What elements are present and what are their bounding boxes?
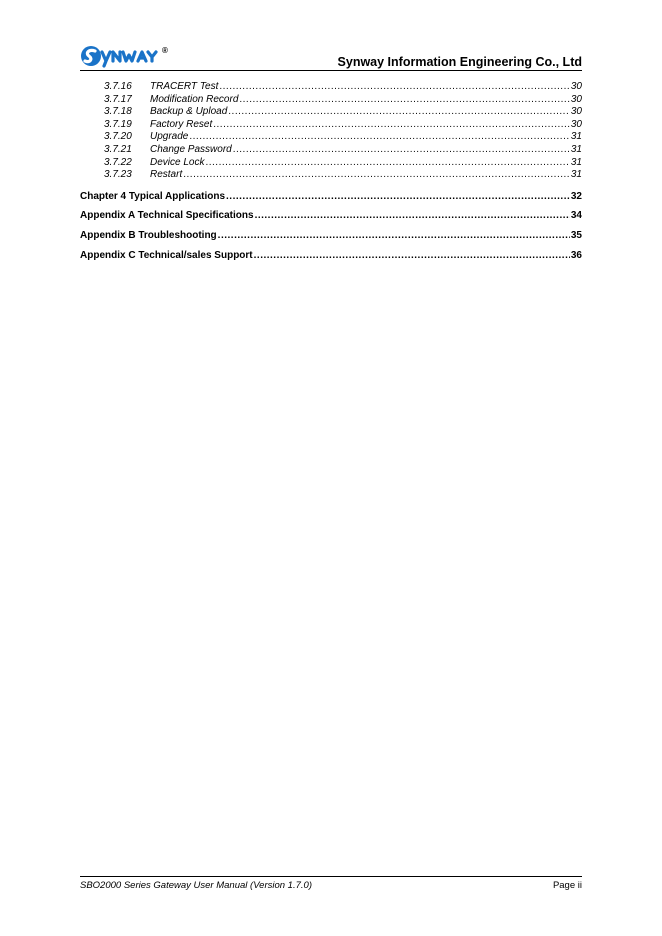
toc-dot-leader [189, 131, 570, 144]
toc-entry-title: Chapter 4 Typical Applications [80, 190, 226, 202]
page-number: Page ii [552, 880, 582, 891]
synway-logo [80, 44, 180, 68]
toc-entry-chapter[interactable] [80, 187, 582, 207]
toc-entry-chapter[interactable] [80, 246, 582, 266]
toc-entry-title: Appendix C Technical/sales Support [80, 249, 253, 261]
toc-entry-subsection[interactable] [80, 94, 582, 107]
toc-dot-leader [213, 119, 570, 132]
toc-entry-number: 3.7.17 [104, 93, 132, 105]
company-name: Synway Information Engineering Co., Ltd [337, 55, 582, 69]
toc-entry-page: 30 [570, 106, 582, 118]
toc-entry-number: 3.7.18 [104, 106, 132, 118]
manual-title: SBO2000 Series Gateway User Manual (Version 1.7.0) [80, 880, 312, 891]
toc-entry-title: Device Lock [150, 156, 205, 168]
toc-entry-page: 32 [570, 190, 582, 202]
toc-dot-leader [183, 169, 570, 182]
toc-entry-title: Factory Reset [150, 118, 213, 130]
toc-dot-leader [218, 226, 570, 246]
toc-dot-leader [226, 187, 570, 207]
toc-entry-page: 30 [570, 93, 582, 105]
toc-entry-page: 30 [570, 81, 582, 92]
toc-entry-title: Backup & Upload [150, 106, 228, 118]
toc-entry-title: Appendix A Technical Specifications [80, 210, 254, 222]
toc-entry-number: 3.7.23 [104, 169, 132, 181]
page-header [80, 44, 582, 71]
toc-dot-leader [239, 94, 570, 107]
toc-dot-leader [228, 106, 570, 119]
toc-entry-page: 34 [570, 210, 582, 222]
toc-entry-title: Change Password [150, 143, 232, 155]
toc-entry-page: 30 [570, 118, 582, 130]
toc-entry-title: Appendix B Troubleshooting [80, 229, 217, 241]
toc-entry-title: TRACERT Test [150, 81, 219, 92]
table-of-contents [80, 81, 582, 265]
toc-entry-page: 31 [570, 156, 582, 168]
toc-entry-title: Restart [150, 169, 183, 181]
toc-entry-chapter[interactable] [80, 206, 582, 226]
toc-entry-number: 3.7.19 [104, 118, 132, 130]
toc-entry-page: 35 [570, 229, 582, 241]
toc-entry-subsection[interactable] [80, 169, 582, 182]
toc-entry-subsection[interactable] [80, 119, 582, 132]
toc-dot-leader [254, 246, 570, 266]
toc-entry-chapter[interactable] [80, 226, 582, 246]
toc-dot-leader [255, 206, 570, 226]
toc-entry-number: 3.7.21 [104, 143, 132, 155]
toc-entry-number: 3.7.20 [104, 131, 132, 143]
toc-entry-number: 3.7.16 [104, 81, 132, 92]
toc-entry-subsection[interactable] [80, 144, 582, 157]
toc-dot-leader [205, 157, 569, 170]
toc-entry-number: 3.7.22 [104, 156, 132, 168]
toc-entry-subsection[interactable] [80, 106, 582, 119]
logo-registered-mark: ® [162, 46, 168, 55]
toc-entry-title: Modification Record [150, 93, 239, 105]
toc-entry-page: 31 [570, 143, 582, 155]
toc-dot-leader [233, 144, 570, 157]
toc-dot-leader [219, 81, 570, 94]
toc-entry-title: Upgrade [150, 131, 189, 143]
toc-entry-page: 31 [570, 131, 582, 143]
toc-entry-subsection[interactable] [80, 81, 582, 94]
page-footer [80, 876, 582, 891]
toc-entry-page: 31 [570, 169, 582, 181]
toc-entry-page: 36 [570, 249, 582, 261]
toc-entry-subsection[interactable] [80, 131, 582, 144]
toc-entry-subsection[interactable] [80, 157, 582, 170]
